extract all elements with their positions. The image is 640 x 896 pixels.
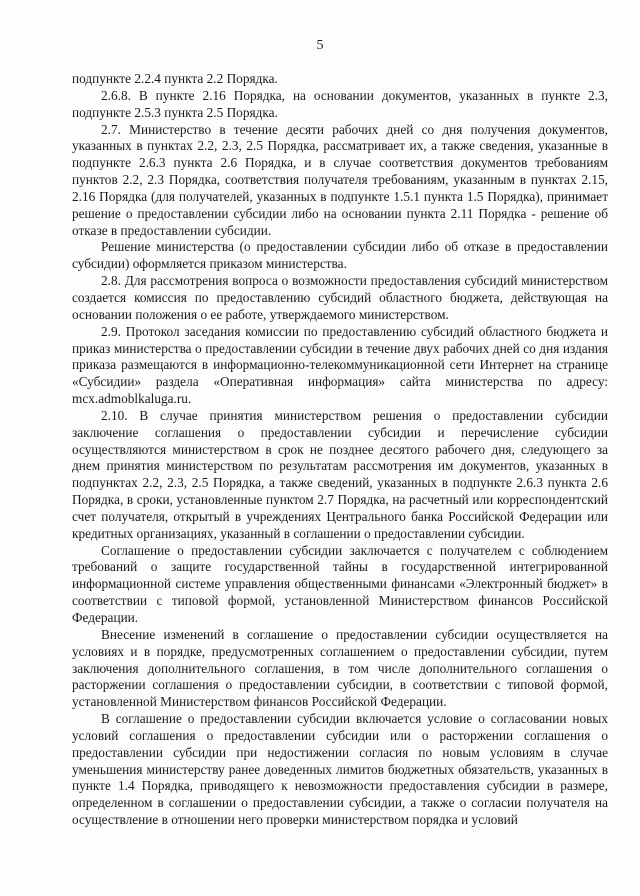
paragraph-2-6-8: 2.6.8. В пункте 2.16 Порядка, на основании документов, указанных в пункте 2.3, подпункте 2.5.3 пункта 2.5 Порядка. [72,87,608,120]
paragraph-continuation: подпункте 2.2.4 пункта 2.2 Порядка. [72,71,278,86]
paragraph-agreement-conclusion: Соглашение о предоставлении субсидии заключается с получателем с соблюдением требований о защите государственной тайны в государственной интегрированной информационной системе управления общественными финансами «Электронный бюджет» в соответствии с типовой формой, установленной Министерством финансов Российской Федерации. [72,542,608,625]
page-number: 5 [316,38,324,53]
paragraph-agreement-conditions: В соглашение о предоставлении субсидии включается условие о согласовании новых условий соглашения о предоставлении субсидии или о расторжении соглашения о предоставлении субсидии при недостижении согласия по новым условиям в случае уменьшения министерству ранее доведенных лимитов бюджетных обязательств, указанных в пункте 1.4 Порядка, приводящего к невозможности предоставления субсидии в размере, определенном в соглашении о предоставлении субсидии, а также о согласии получателя на осуществление в отношении него проверки министерством порядка и условий [72,711,608,828]
paragraph-2-9: 2.9. Протокол заседания комиссии по предоставлению субсидий областного бюджета и приказ министерства о предоставлении субсидии в течение двух рабочих дней со дня издания приказа размещаются в информационно-телекоммуникационной сети Интернет на странице «Субсидии» раздела «Оперативная информация» сайта министерства по адресу: mcx.admoblkaluga.ru. [72,323,608,407]
paragraph-2-10: 2.10. В случае принятия министерством решения о предоставлении субсидии заключение соглашения о предоставлении субсидии и перечисление субсидии осуществляются министерством в срок не позднее десятого рабочего дня, следующего за днем принятия министерством по результатам рассмотрения им документов, указанных в подпунктах 2.2, 2.3, 2.5 Порядка, а также сведений, указанных в подпункте 2.6.3 пункта 2.6 Порядка, в сроки, установленные пунктом 2.7 Порядка, на расчетный или корреспондентский счет получателя, открытый в учреждениях Центрального банка Российской Федерации или кредитных организациях, указанный в соглашении о предоставлении субсидии. [72,407,608,541]
paragraph-decision-order: Решение министерства (о предоставлении субсидии либо об отказе в предоставлении субсидии) оформляется приказом министерства. [72,239,608,272]
paragraph-2-7: 2.7. Министерство в течение десяти рабочих дней со дня получения документов, указанных в пунктах 2.2, 2.3, 2.5 Порядка, рассматривает их, а также сведения, указанные в подпункте 2.6.3 пункта 2.6 Порядка, и в случае соответствия документов требованиям пунктов 2.2, 2.3 Порядка, соответствия получателя требованиям, указанным в пунктах 2.15, 2.16 Порядка (для получателей, указанных в подпункте 1.5.1 пункта 1.5 Порядка), принимает решение о предоставлении субсидии либо на основании пункта 2.11 Порядка - решение об отказе в предоставлении субсидии. [72,121,608,238]
document-body [72,71,608,829]
paragraph-agreement-changes: Внесение изменений в соглашение о предоставлении субсидии осуществляется на условиях и в порядке, предусмотренных соглашением о предоставлении субсидии, путем заключения дополнительного соглашения, в том числе дополнительного соглашения о расторжении соглашения о предоставлении субсидии, в соответствии с типовой формой, установленной Министерством финансов Российской Федерации. [72,626,608,710]
paragraph-2-8: 2.8. Для рассмотрения вопроса о возможности предоставления субсидий министерством создается комиссия по предоставлению субсидий областного бюджета, действующая на основании положения о ее работе, утверждаемого министерством. [72,273,608,322]
